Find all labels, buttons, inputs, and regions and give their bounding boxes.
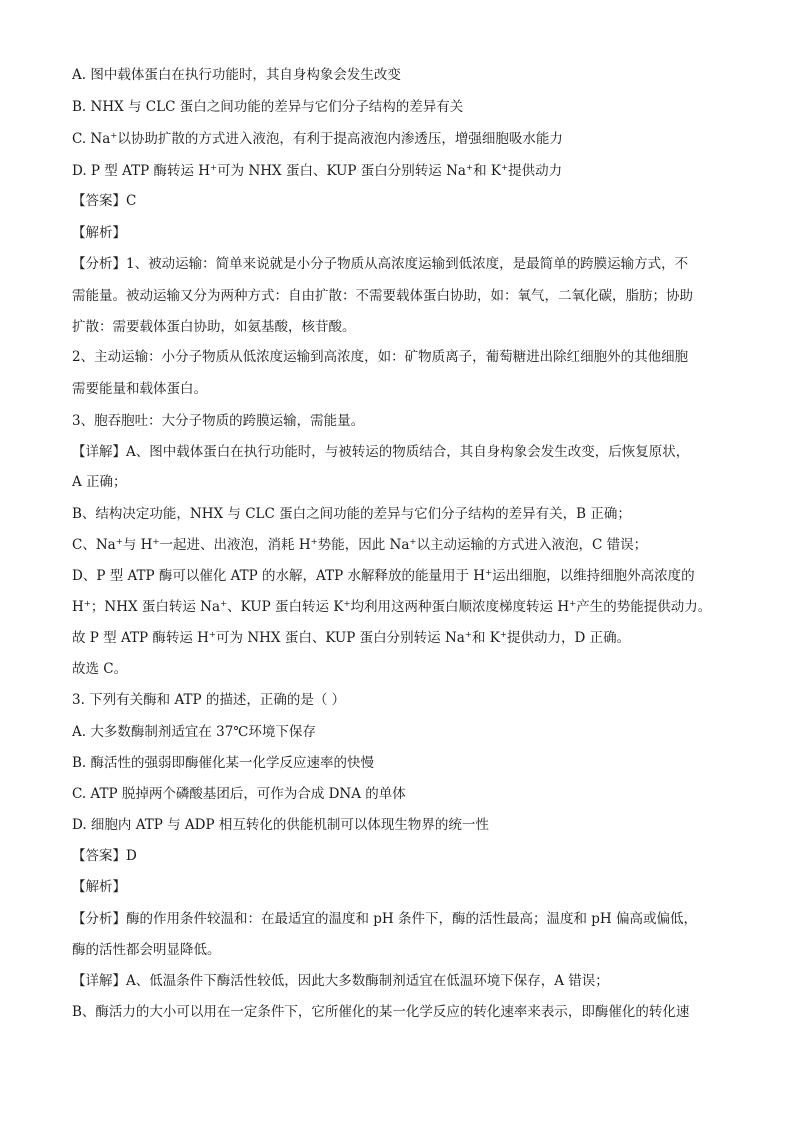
text-run: 可为 NHX 蛋白、KUP 蛋白分别转运 Na [216,630,465,646]
q2-option-a: A. 图中载体蛋白在执行功能时，其自身构象会发生改变 [72,67,401,83]
superscript: + [465,163,474,173]
q2-analysis-line: 【分析】1、被动运输：简单来说就是小分子物质从高浓度运输到低浓度，是最简单的跨膜运输方式，不 [72,256,689,272]
superscript: + [569,599,577,609]
q2-option-c [72,130,722,148]
superscript: + [500,163,509,173]
q2-detail-line: B、结构决定功能，NHX 与 CLC 蛋白之间功能的差异与它们分子结构的差异有关，B 正确； [72,506,631,522]
q3-analysis-line: 酶的活性都会明显降低。 [72,942,221,958]
text-run: 运出细胞，以维持细胞外高浓度的 [492,568,695,584]
q2-detail-line [72,536,722,554]
text-run: 产生的势能提供动力。 [576,599,712,615]
superscript: + [464,630,472,640]
q3-option-b: B. 酶活性的强弱即酶催化某一化学反应速率的快慢 [72,755,375,771]
q2-detail-line: A 正确； [72,474,127,490]
superscript: + [499,630,507,640]
q3-analysis-line: 【分析】酶的作用条件较温和：在最适宜的温度和 pH 条件下，酶的活性最高；温度和 pH 偏高或偏低， [72,911,697,927]
q3-option-a: A. 大多数酶制剂适宜在 37℃环境下保存 [72,724,316,740]
text-run: ；NHX 蛋白转运 Na [90,599,221,615]
text-run: 、KUP 蛋白转运 K [227,599,344,615]
text-run: C、Na [72,537,116,553]
text-run: 与 H [122,537,153,553]
q3-detail-line: B、酶活力的大小可以用在一定条件下，它所催化的某一化学反应的转化速率来表示，即酶催化的转化速 [72,1004,690,1020]
q2-analysis-line: 3、胞吞胞吐：大分子物质的跨膜运输，需能量。 [72,413,365,429]
q2-option-b: B. NHX 与 CLC 蛋白之间功能的差异与它们分子结构的差异有关 [72,99,464,115]
q2-jiexi-heading: 【解析】 [72,225,126,241]
text-run: D. P 型 ATP 酶转运 H [72,163,211,179]
q3-option-c: C. ATP 脱掉两个磷酸基团后，可作为合成 DNA 的单体 [72,786,406,802]
text-run: 提供动力，D 正确。 [506,630,631,646]
q2-conclusion: 故选 C。 [72,661,128,677]
text-run: 可为 NHX 蛋白、KUP 蛋白分别转运 Na [217,163,466,179]
q2-answer: 【答案】C [72,193,137,209]
q3-stem: 3. 下列有关酶和 ATP 的描述，正确的是（ ） [72,692,346,708]
q3-jiexi-heading: 【解析】 [72,879,126,895]
q3-answer: 【答案】D [72,848,137,864]
q2-analysis-line: 2、主动运输：小分子物质从低浓度运输到高浓度，如：矿物质离子，葡萄糖进出除红细胞外的其他细胞 [72,349,689,365]
text-run: 均利用这两种蛋白顺浓度梯度转运 H [350,599,570,615]
superscript: + [83,599,91,609]
text-run: 以协助扩散的方式进入液泡，有利于提高液泡内渗透压，增强细胞吸水能力 [117,131,563,147]
superscript: + [110,131,118,141]
superscript: + [210,163,218,173]
text-run: 和 K [473,163,501,179]
q2-analysis-line: 需要能量和载体蛋白。 [72,381,207,397]
text-run: 以主动运输的方式进入液泡，C 错误； [416,537,648,553]
text-run: 势能，因此 Na [317,537,410,553]
superscript: + [409,537,417,547]
superscript: + [208,630,217,640]
q2-option-d [72,162,722,180]
text-run: D、P 型 ATP 酶可以催化 ATP 的水解，ATP 水解释放的能量用于 H [72,568,486,584]
q2-analysis-line: 需能量。被动运输又分为两种方式：自由扩散：不需要载体蛋白协助，如：氧气，二氧化碳，脂肪；协助 [72,288,693,304]
q2-detail-line [72,629,722,647]
superscript: + [343,599,351,609]
superscript: + [115,537,123,547]
text-run: 和 K [471,630,500,646]
text-run: 一起进、出液泡，消耗 H [159,537,311,553]
text-run: H [72,599,84,615]
superscript: + [310,537,318,547]
superscript: + [485,568,493,578]
q2-detail-line [72,567,722,585]
q2-detail-line [72,598,722,616]
text-run: 提供动力 [508,163,563,179]
text-run: C. Na [72,131,111,147]
q2-analysis-line: 扩散：需要载体蛋白协助，如氨基酸，核苷酸。 [72,319,356,335]
q3-detail-line: 【详解】A、低温条件下酶活性较低，因此大多数酶制剂适宜在低温环境下保存，A 错误； [72,973,609,989]
q2-detail-line: 【详解】A、图中载体蛋白在执行功能时，与被转运的物质结合，其自身构象会发生改变，后恢复原状， [72,444,690,460]
superscript: + [220,599,228,609]
text-run: 故 P 型 ATP 酶转运 H [72,630,209,646]
superscript: + [152,537,160,547]
q3-option-d: D. 细胞内 ATP 与 ADP 相互转化的供能机制可以体现生物界的统一性 [72,817,489,833]
